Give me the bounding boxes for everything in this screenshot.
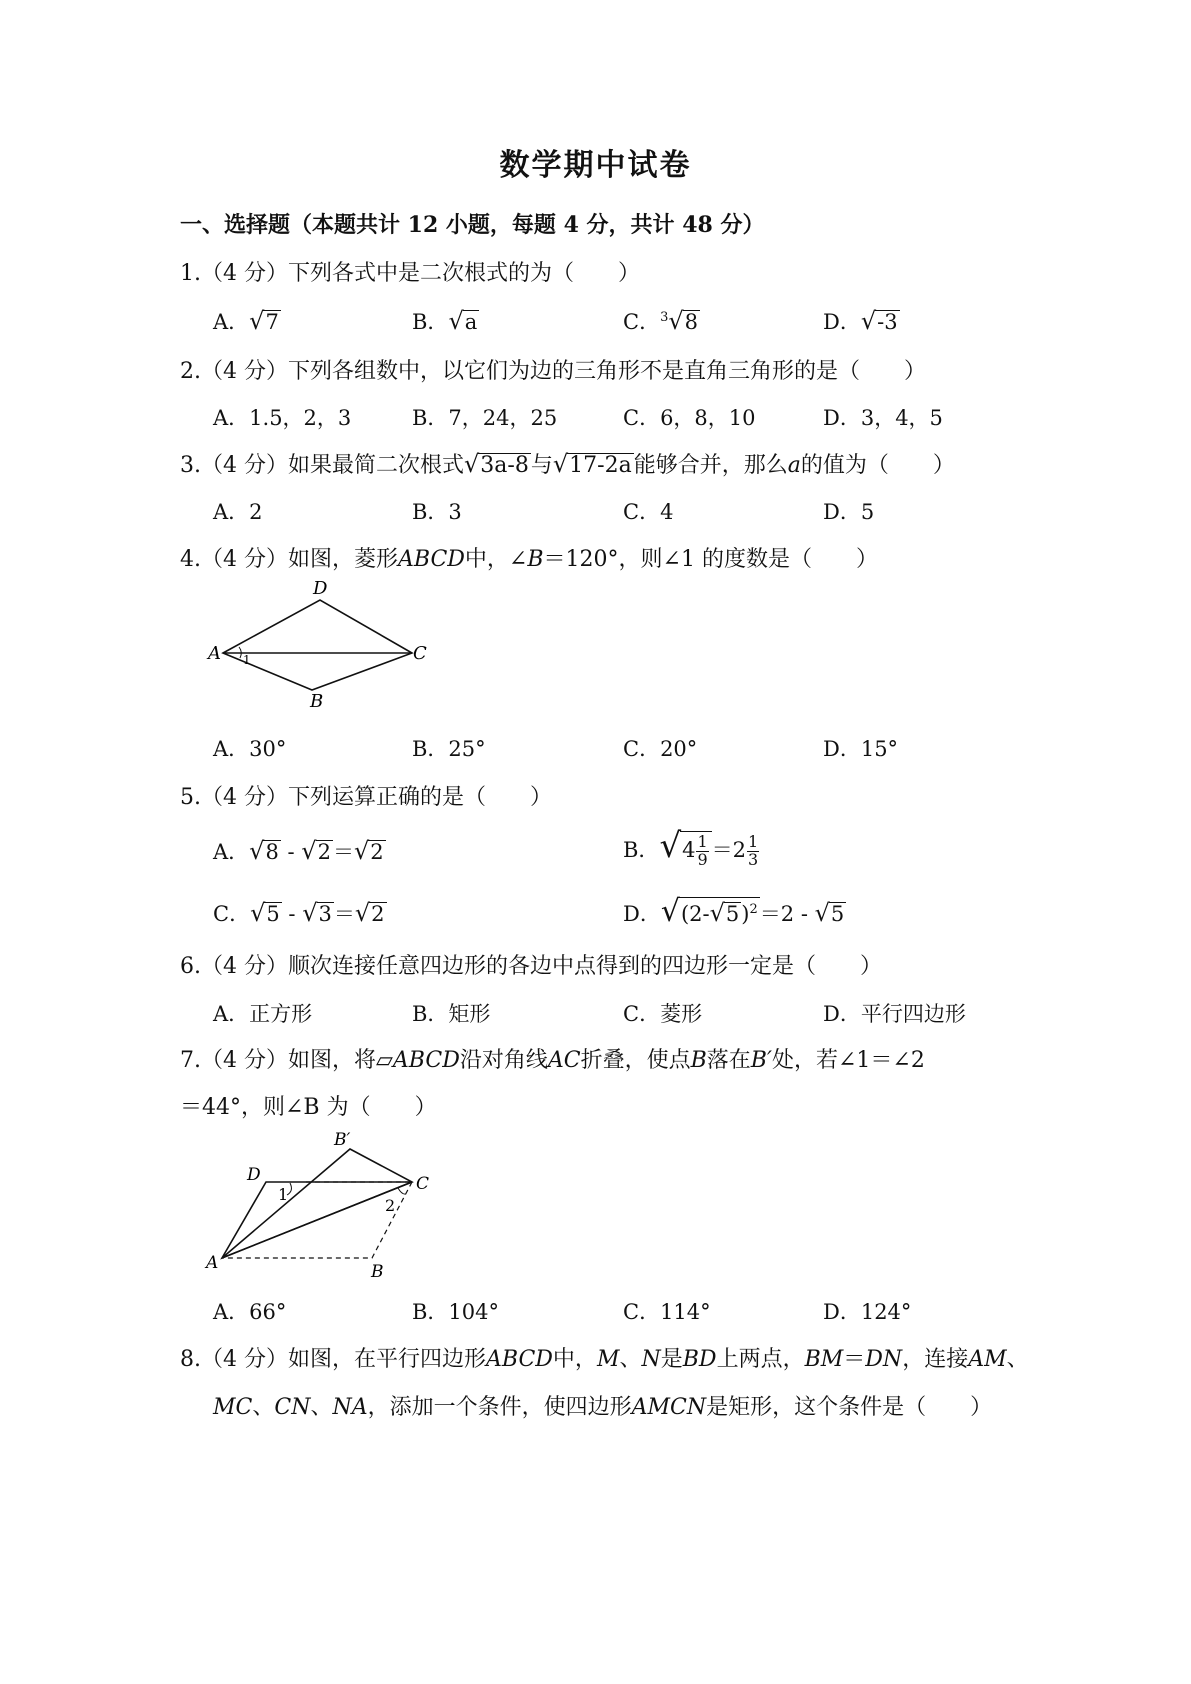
q4-option-c: C．20° [623,737,698,761]
q6-option-d: D．平行四边形 [823,1002,966,1026]
q7-option-b: B．104° [412,1300,500,1324]
q2-option-c: C．6，8，10 [623,406,756,430]
q6-option-c: C．菱形 [623,1002,703,1026]
q1-option-a: A．√7 [213,307,279,335]
question-2: 2.（4 分）下列各组数中，以它们为边的三角形不是直角三角形的是（ ） [180,359,926,384]
question-1: 1.（4 分）下列各式中是二次根式的为（ ） [180,261,640,286]
question-7-line-2: ＝44°，则∠B 为（ ） [180,1095,437,1120]
svg-text:D: D [313,580,328,599]
svg-text:C: C [416,1174,430,1194]
svg-text:2: 2 [385,1196,396,1215]
q2-option-b: B．7，24，25 [412,406,558,430]
q7-option-a: A．66° [213,1300,287,1324]
section-heading: 一、选择题（本题共计 12 小题，每题 4 分，共计 48 分） [180,212,765,238]
q3-option-d: D．5 [823,500,875,524]
svg-text:B: B [371,1262,384,1282]
q2-option-a: A．1.5，2，3 [213,406,352,430]
q4-option-d: D．15° [823,737,899,761]
svg-text:D: D [247,1165,261,1185]
question-5: 5.（4 分）下列运算正确的是（ ） [180,785,552,810]
question-8: 8.（4 分）如图，在平行四边形ABCD中，M、N是BD上两点，BM＝DN，连接AM、 [180,1347,1029,1372]
q6-option-b: B．矩形 [412,1002,491,1026]
q6-option-a: A．正方形 [213,1002,313,1026]
q4-option-a: A．30° [213,737,287,761]
svg-text:C: C [413,643,427,664]
q7-option-c: C．114° [623,1300,711,1324]
page-title: 数学期中试卷 [499,148,692,183]
q1-option-d: D．√-3 [823,307,898,335]
question-8-line-2: MC、CN、NA，添加一个条件，使四边形AMCN是矩形，这个条件是（ ） [213,1395,993,1420]
question-3: 3.（4 分）如果最简二次根式√3a-8与√17-2a能够合并，那么a的值为（ ） [180,450,955,478]
q2-option-d: D．3，4，5 [823,406,943,430]
svg-text:B′: B′ [334,1130,351,1150]
q5-option-c: C．√5 - √3＝√2 [213,899,385,927]
q7-option-d: D．124° [823,1300,912,1324]
q3-option-a: A．2 [213,500,263,524]
svg-text:B: B [310,691,324,710]
folding-parallelogram-figure [200,1125,440,1285]
rhombus-figure [200,580,440,710]
question-4: 4.（4 分）如图，菱形ABCD中，∠B＝120°，则∠1 的度数是（ ） [180,547,878,572]
svg-text:1: 1 [278,1185,289,1204]
q5-option-b: B．√4 $\frac{1}{9}$ ＝2 $\frac{1}{3}$ [623,826,759,869]
svg-text:1: 1 [243,653,251,667]
q5-option-a: A．√8 - √2＝√2 [213,837,384,865]
q3-option-b: B．3 [412,500,462,524]
q5-option-d: D．$√(2-√5)^2=2 - √5$ [623,894,845,929]
q4-option-b: B．25° [412,737,486,761]
svg-text:A: A [206,1253,219,1273]
q3-option-c: C．4 [623,500,674,524]
q1-option-b: B．√a [412,307,478,335]
question-7: 7.（4 分）如图，将▱ABCD沿对角线AC折叠，使点B落在B′处，若∠1＝∠2 [180,1048,925,1073]
svg-text:A: A [208,643,221,664]
q1-option-c: C．$^3$√8 [623,307,699,335]
question-6: 6.（4 分）顺次连接任意四边形的各边中点得到的四边形一定是（ ） [180,954,882,979]
